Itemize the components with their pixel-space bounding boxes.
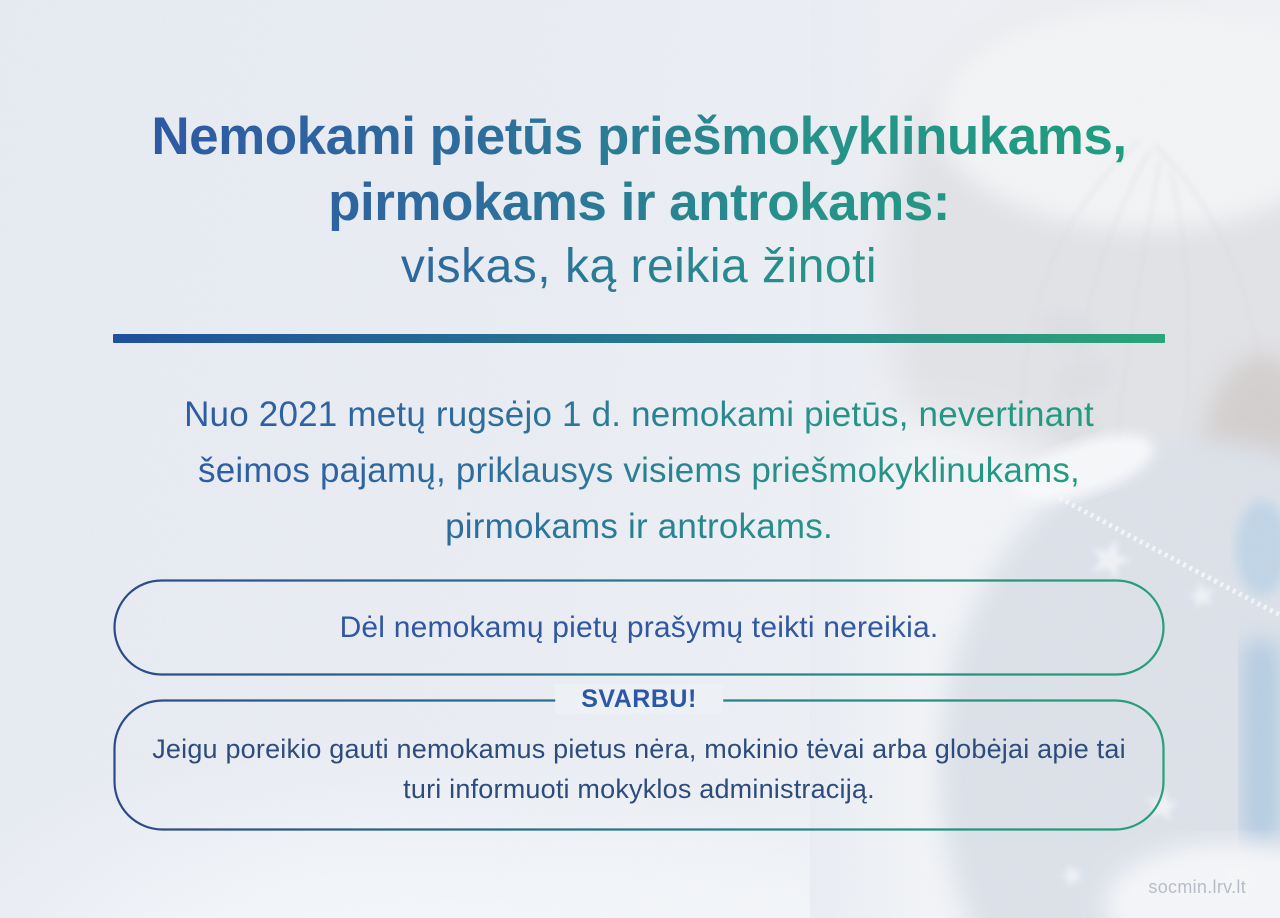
notice-box-text: Dėl nemokamų pietų prašymų teikti nereikia.: [339, 610, 939, 644]
intro-line: pirmokams ir antrokams.: [113, 499, 1165, 555]
title-line-1: Nemokami pietūs priešmokyklinukams,: [113, 104, 1165, 170]
important-box-body: [113, 699, 1165, 831]
intro-line: Nuo 2021 metų rugsėjo 1 d. nemokami pietūs, nevertinant: [113, 387, 1165, 443]
title-subtitle: viskas, ką reikia žinoti: [113, 236, 1165, 298]
notice-box: [113, 579, 1165, 676]
watermark-socmin-lrv-lt: socmin.lrv.lt: [1148, 877, 1246, 897]
important-box-line: turi informuoti mokyklos administraciją.: [403, 774, 875, 804]
intro-line: šeimos pajamų, priklausys visiems priešmokyklinukams,: [113, 443, 1165, 499]
page-title: [113, 104, 1165, 298]
intro-paragraph: [113, 387, 1165, 555]
title-line-2: pirmokams ir antrokams:: [113, 170, 1165, 236]
important-box-label: SVARBU!: [555, 684, 723, 714]
important-box-line: Jeigu poreikio gauti nemokamus pietus nėra, mokinio tėvai arba globėjai apie tai: [152, 734, 1126, 764]
gradient-divider-bar: [113, 334, 1165, 343]
important-box: [113, 685, 1165, 831]
content-column: [113, 0, 1165, 831]
